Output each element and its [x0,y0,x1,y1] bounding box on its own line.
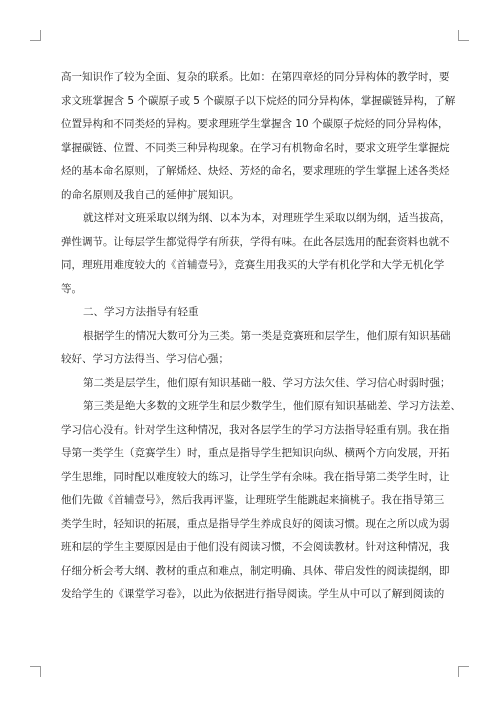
text-line: 第三类是绝大多数的文班学生和层少数学生，他们原有知识基础差、学习方法差、 [83,400,461,412]
text-line: 弹性调节。让每层学生都觉得学有所获，学得有味。在此各层选用的配套资料也就不 [61,235,450,248]
text-line: 发给学生的《课堂学习卷》，以此为依据进行指导阅读。学生从中可以了解到阅读的 [61,588,445,600]
text-line: 导第一类学生（竞赛学生）时，重点是指导学生把知识向纵、横两个方向发展，开拓 [61,447,450,459]
text-line: 二、学习方法指导有轻重 [83,306,199,318]
text-line: 就这样对文班采取以纲为纲、以本为本，对理班学生采取以纲为纲，适当拔高， [83,212,451,224]
text-line: 班和层的学生主要原因是由于他们没有阅读习惯，不会阅读教材。针对这种情况，我 [61,541,450,553]
document-body [61,66,461,607]
text-line: 他们先做《首辅壹号》，然后我再评鉴，让理班学生能跳起来摘桃子。我在指导第三 [61,494,445,506]
text-line: 学习信心没有。针对学生这种情况，我对各层学生的学习方法指导轻重有别。我在指 [61,423,450,436]
text-line: 学生思维，同时配以难度较大的练习，让学生学有余味。我在指导第二类学生时，让 [61,470,450,483]
text-line: 类学生时，轻知识的拓展，重点是指导学生养成良好的阅读习惯。现在之所以成为弱 [61,517,450,530]
text-line: 烃的基本命名原则，了解烯烃、炔烃、芳烃的命名，要求理班的学生掌握上述各类烃 [61,165,450,177]
crop-mark-bottom-right [458,666,469,677]
text-line: 根据学生的情况大数可分为三类。第一类是竞赛班和层学生，他们原有知识基础 [83,329,451,342]
text-line: 第二类是层学生，他们原有知识基础一般、学习方法欠佳、学习信心时弱时强； [83,376,451,389]
text-line: 求文班掌握含 5 个碳原子或 5 个碳原子以下烷烃的同分异构体，掌握碳链异构，了解 [61,94,456,107]
crop-mark-top-right [458,30,469,41]
crop-mark-top-left [30,30,41,41]
text-line: 掌握碳链、位置、不同类三种异构现象。在学习有机物命名时，要求文班学生掌握烷 [61,141,450,154]
text-line: 位置异构和不同类烃的异构。要求理班学生掌握含 10 个碳原子烷烃的同分异构体， [61,118,449,130]
text-line: 仔细分析会考大纲、教材的重点和难点，制定明确、具体、带启发性的阅读提纲，即 [61,564,450,577]
text-line: 高一知识作了较为全面、复杂的联系。比如：在第四章烃的同分异构体的教学时，要 [61,71,450,83]
text-line: 等。 [61,282,82,295]
text-line: 同，理班用难度较大的《首辅壹号》，竞赛生用我买的大学有机化学和大学无机化学 [61,259,445,271]
text-line: 的命名原则及我自己的延伸扩展知识。 [61,188,240,201]
crop-mark-bottom-left [30,666,41,677]
text-line: 较好、学习方法得当、学习信心强； [61,353,229,365]
